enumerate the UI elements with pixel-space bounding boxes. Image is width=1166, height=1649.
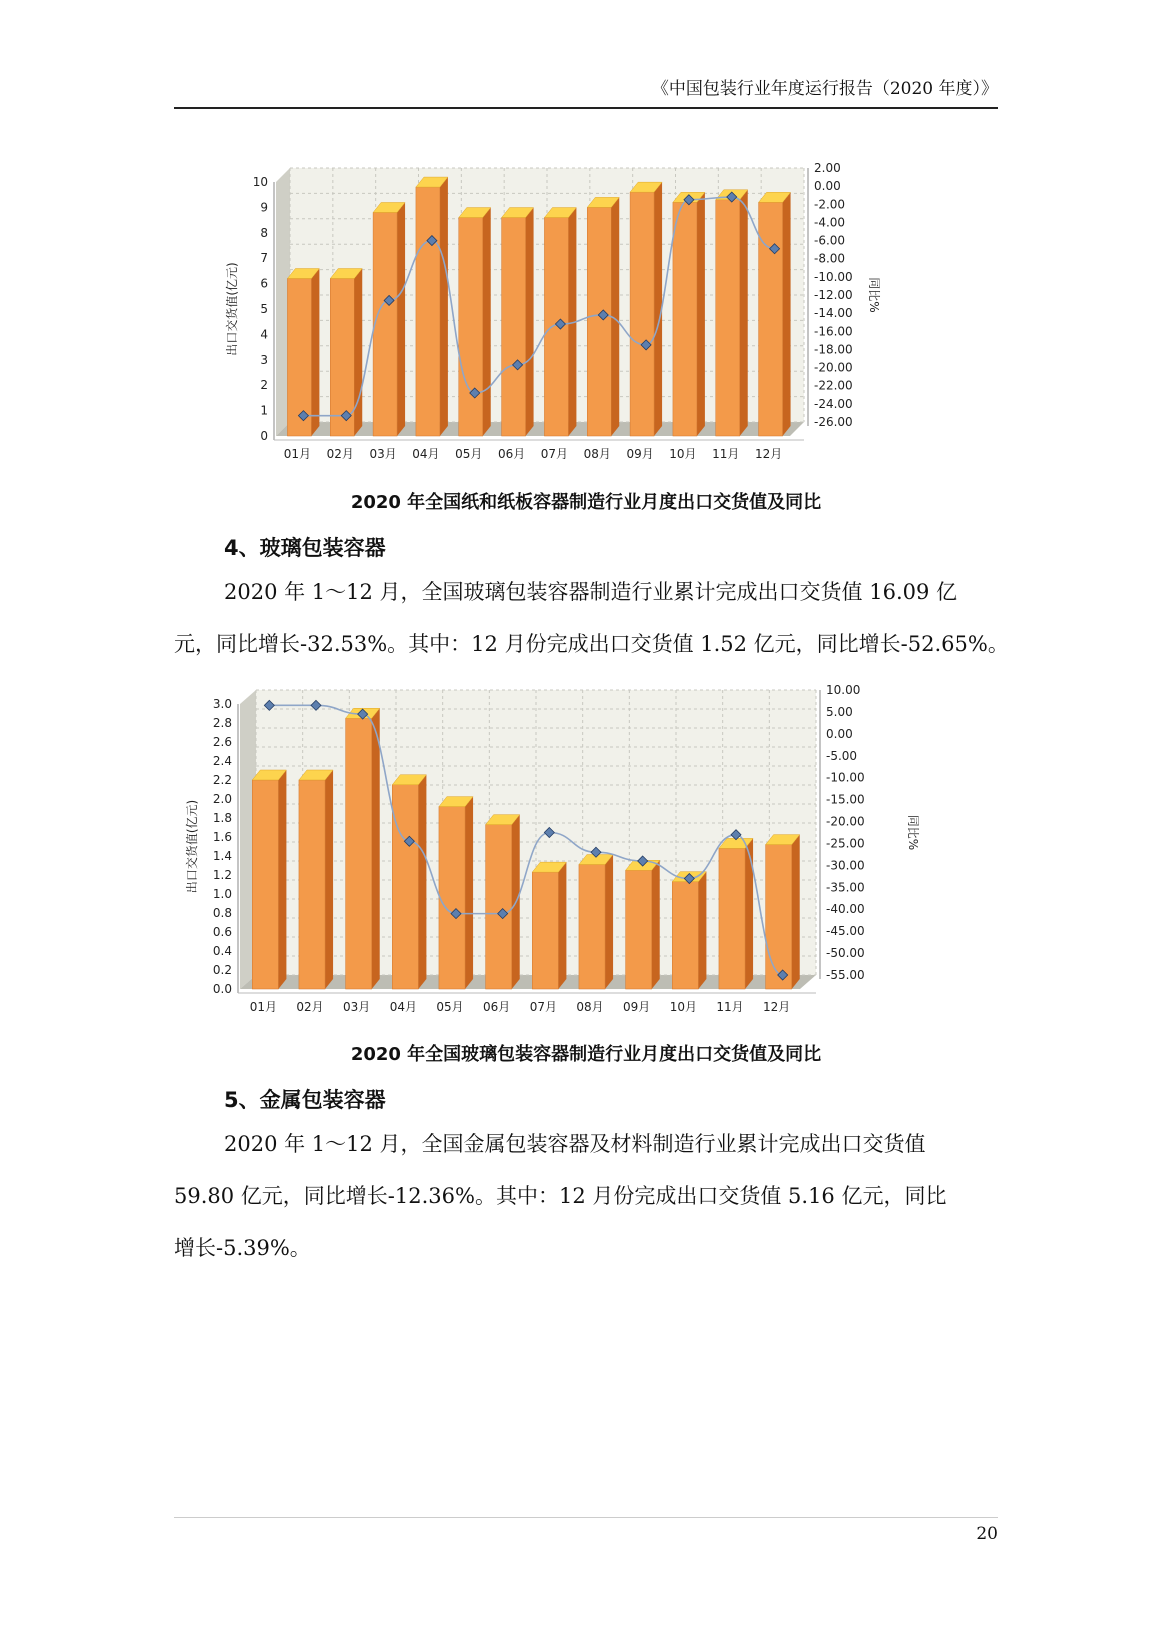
bar-side bbox=[354, 269, 362, 436]
left-tick-label: 1.4 bbox=[212, 849, 232, 863]
bar-06月 bbox=[486, 815, 520, 989]
header-rule bbox=[174, 107, 998, 109]
footer-rule bbox=[174, 1517, 998, 1518]
bar-front bbox=[346, 718, 372, 989]
x-tick-label: 04月 bbox=[412, 447, 440, 461]
glass-container-export-chart bbox=[184, 680, 944, 1028]
bar-front bbox=[626, 870, 652, 989]
page-number: 20 bbox=[976, 1524, 998, 1544]
bar-side bbox=[698, 872, 706, 989]
bar-side bbox=[745, 838, 753, 989]
left-tick-label: 1.0 bbox=[212, 887, 232, 901]
right-tick-label: -12.00 bbox=[814, 288, 853, 302]
right-tick-label: -16.00 bbox=[814, 324, 853, 339]
right-tick-label: -26.00 bbox=[814, 415, 853, 429]
left-tick-label: 2 bbox=[260, 378, 268, 393]
chart-svg bbox=[224, 158, 924, 473]
bar-09月 bbox=[626, 860, 660, 989]
x-tick-label: 07月 bbox=[529, 1000, 557, 1014]
x-tick-label: 06月 bbox=[497, 447, 526, 461]
left-tick-label: 0 bbox=[260, 429, 268, 443]
right-tick-label: -40.00 bbox=[826, 902, 865, 917]
bar-04月 bbox=[416, 177, 448, 436]
x-tick-label: 03月 bbox=[369, 447, 397, 461]
bar-front bbox=[630, 192, 654, 436]
section4-heading: 4、玻璃包装容器 bbox=[224, 536, 386, 560]
right-tick-label: 0.00 bbox=[814, 179, 841, 194]
section5-paragraph bbox=[174, 1118, 998, 1274]
x-tick-label: 10月 bbox=[669, 1000, 697, 1014]
bar-09月 bbox=[630, 182, 662, 436]
bar-front bbox=[766, 845, 792, 989]
right-tick-label: -50.00 bbox=[826, 946, 865, 961]
bar-side bbox=[311, 269, 319, 436]
bar-side bbox=[397, 202, 405, 436]
left-tick-label: 0.0 bbox=[212, 982, 232, 996]
bar-front bbox=[252, 780, 278, 989]
right-tick-label: -22.00 bbox=[814, 378, 853, 393]
bar-front bbox=[673, 202, 697, 436]
left-tick-label: 10 bbox=[252, 175, 268, 189]
right-tick-label: -15.00 bbox=[826, 792, 865, 807]
bar-front bbox=[719, 848, 745, 989]
bar-05月 bbox=[439, 797, 473, 989]
right-tick-label: 2.00 bbox=[814, 161, 841, 175]
bar-04月 bbox=[392, 775, 426, 989]
bar-front bbox=[416, 187, 440, 436]
x-tick-label: 01月 bbox=[249, 1000, 277, 1014]
x-tick-label: 09月 bbox=[623, 1000, 651, 1014]
right-tick-label: 10.00 bbox=[826, 683, 861, 697]
bar-12月 bbox=[759, 192, 791, 436]
bar-02月 bbox=[299, 770, 333, 989]
left-tick-label: 0.2 bbox=[212, 963, 232, 977]
x-tick-label: 11月 bbox=[716, 1000, 744, 1014]
right-tick-label: -24.00 bbox=[814, 396, 853, 411]
y2-axis-title: 同比% bbox=[867, 277, 881, 313]
bar-front bbox=[287, 279, 311, 436]
right-tick-label: -25.00 bbox=[826, 836, 865, 851]
x-tick-label: 05月 bbox=[436, 1000, 464, 1014]
bar-12月 bbox=[766, 835, 800, 989]
left-tick-label: 0.4 bbox=[212, 944, 232, 958]
bar-10月 bbox=[673, 192, 705, 436]
x-tick-label: 10月 bbox=[669, 447, 697, 461]
left-tick-label: 2.0 bbox=[212, 792, 232, 806]
bar-side bbox=[740, 190, 748, 436]
right-tick-label: -2.00 bbox=[814, 197, 846, 212]
left-tick-label: 3.0 bbox=[212, 697, 232, 711]
right-tick-label: 0.00 bbox=[826, 726, 853, 741]
left-tick-label: 7 bbox=[260, 251, 268, 266]
left-tick-label: 0.6 bbox=[212, 925, 232, 939]
bar-03月 bbox=[346, 708, 380, 989]
y2-axis-title: 同比% bbox=[906, 814, 920, 851]
section4-line-1: 2020 年 1～12 月，全国玻璃包装容器制造行业累计完成出口交货值 16.09 亿 bbox=[224, 580, 958, 604]
bar-05月 bbox=[459, 208, 491, 436]
right-tick-label: -14.00 bbox=[814, 306, 853, 321]
bar-front bbox=[579, 865, 605, 989]
bar-side bbox=[483, 208, 491, 436]
bar-side bbox=[605, 855, 613, 989]
bar-side bbox=[783, 192, 791, 436]
left-tick-label: 3 bbox=[260, 352, 268, 367]
bar-front bbox=[716, 200, 740, 436]
bar-side bbox=[372, 708, 380, 989]
bar-front bbox=[459, 218, 483, 436]
section5-line-3: 增长-5.39%。 bbox=[174, 1236, 311, 1260]
bar-front bbox=[486, 825, 512, 989]
paper-container-export-chart bbox=[224, 158, 924, 473]
bar-11月 bbox=[719, 838, 753, 989]
x-tick-label: 02月 bbox=[296, 1000, 324, 1014]
left-tick-label: 2.2 bbox=[212, 773, 232, 787]
x-tick-label: 02月 bbox=[326, 447, 354, 461]
right-tick-label: -5.00 bbox=[826, 748, 858, 763]
right-tick-label: 5.00 bbox=[826, 704, 853, 719]
bar-front bbox=[502, 218, 526, 436]
right-tick-label: -35.00 bbox=[826, 880, 865, 895]
left-tick-label: 1.2 bbox=[212, 868, 232, 882]
right-tick-label: -55.00 bbox=[826, 968, 865, 982]
left-tick-label: 2.8 bbox=[212, 716, 232, 730]
bar-front bbox=[672, 882, 698, 989]
section5-line-2: 59.80 亿元，同比增长-12.36%。其中：12 月份完成出口交货值 5.16 亿元，同比 bbox=[174, 1184, 947, 1208]
x-tick-label: 05月 bbox=[455, 447, 483, 461]
bar-08月 bbox=[579, 855, 613, 989]
x-tick-label: 09月 bbox=[626, 447, 654, 461]
left-tick-label: 5 bbox=[260, 302, 268, 316]
x-tick-label: 08月 bbox=[583, 447, 611, 461]
section5-heading: 5、金属包装容器 bbox=[224, 1088, 386, 1112]
bar-side bbox=[697, 192, 705, 436]
left-tick-label: 1 bbox=[260, 403, 268, 418]
bar-11月 bbox=[716, 190, 748, 436]
bar-front bbox=[759, 202, 783, 436]
x-tick-label: 06月 bbox=[483, 1000, 511, 1014]
right-tick-label: -10.00 bbox=[814, 269, 853, 284]
x-tick-label: 03月 bbox=[343, 1000, 371, 1014]
bar-front bbox=[299, 780, 325, 989]
bar-side bbox=[465, 797, 473, 989]
right-tick-label: -8.00 bbox=[814, 251, 846, 266]
y-axis-title: 出口交货值(亿元) bbox=[225, 262, 239, 356]
section4-paragraph bbox=[174, 566, 1009, 670]
y-axis-title: 出口交货值(亿元) bbox=[185, 799, 199, 894]
bar-side bbox=[652, 860, 660, 989]
bar-side bbox=[558, 862, 566, 989]
x-tick-label: 08月 bbox=[576, 1000, 604, 1014]
x-tick-label: 07月 bbox=[540, 447, 569, 461]
bar-side bbox=[526, 208, 534, 436]
bar-front bbox=[392, 785, 418, 989]
bar-front bbox=[587, 207, 611, 436]
left-tick-label: 8 bbox=[260, 225, 268, 240]
bar-front bbox=[532, 872, 558, 989]
bar-front bbox=[373, 212, 397, 436]
bar-side bbox=[418, 775, 426, 989]
chart-svg bbox=[184, 680, 944, 1028]
right-tick-label: -4.00 bbox=[814, 215, 846, 230]
x-tick-label: 11月 bbox=[712, 447, 740, 461]
left-tick-label: 9 bbox=[260, 200, 268, 215]
bar-side bbox=[278, 770, 286, 989]
right-tick-label: -45.00 bbox=[826, 924, 865, 939]
right-tick-label: -20.00 bbox=[814, 360, 853, 375]
bar-01月 bbox=[252, 770, 286, 989]
bar-front bbox=[439, 807, 465, 989]
right-tick-label: -18.00 bbox=[814, 342, 853, 357]
right-tick-label: -6.00 bbox=[814, 233, 846, 248]
right-tick-label: -30.00 bbox=[826, 858, 865, 873]
left-tick-label: 4 bbox=[260, 327, 268, 342]
section4-line-2: 元，同比增长-32.53%。其中：12 月份完成出口交货值 1.52 亿元，同比增长-52.65%。 bbox=[174, 632, 1009, 656]
bar-06月 bbox=[502, 208, 534, 436]
bar-side bbox=[325, 770, 333, 989]
bar-07月 bbox=[532, 862, 566, 989]
x-tick-label: 01月 bbox=[283, 447, 312, 461]
x-tick-label: 04月 bbox=[389, 1000, 417, 1014]
left-tick-label: 6 bbox=[260, 276, 268, 291]
section5-line-1: 2020 年 1～12 月，全国金属包装容器及材料制造行业累计完成出口交货值 bbox=[224, 1132, 926, 1156]
running-header: 《中国包装行业年度运行报告（2020 年度）》 bbox=[651, 79, 998, 99]
chart2-caption: 2020 年全国玻璃包装容器制造行业月度出口交货值及同比 bbox=[350, 1044, 822, 1065]
bar-side bbox=[792, 835, 800, 989]
left-tick-label: 2.4 bbox=[212, 754, 232, 768]
right-tick-label: -20.00 bbox=[826, 814, 865, 829]
right-tick-label: -10.00 bbox=[826, 770, 865, 785]
left-tick-label: 1.8 bbox=[212, 811, 232, 825]
x-tick-label: 12月 bbox=[754, 447, 783, 461]
bar-10月 bbox=[672, 872, 706, 989]
left-tick-label: 0.8 bbox=[212, 906, 232, 920]
left-tick-label: 2.6 bbox=[212, 735, 232, 749]
bar-front bbox=[544, 218, 568, 436]
bar-front bbox=[330, 279, 354, 436]
x-tick-label: 12月 bbox=[763, 1000, 791, 1014]
bar-03月 bbox=[373, 202, 405, 436]
left-tick-label: 1.6 bbox=[212, 830, 232, 844]
bar-side bbox=[440, 177, 448, 436]
chart1-caption: 2020 年全国纸和纸板容器制造行业月度出口交货值及同比 bbox=[350, 492, 822, 513]
